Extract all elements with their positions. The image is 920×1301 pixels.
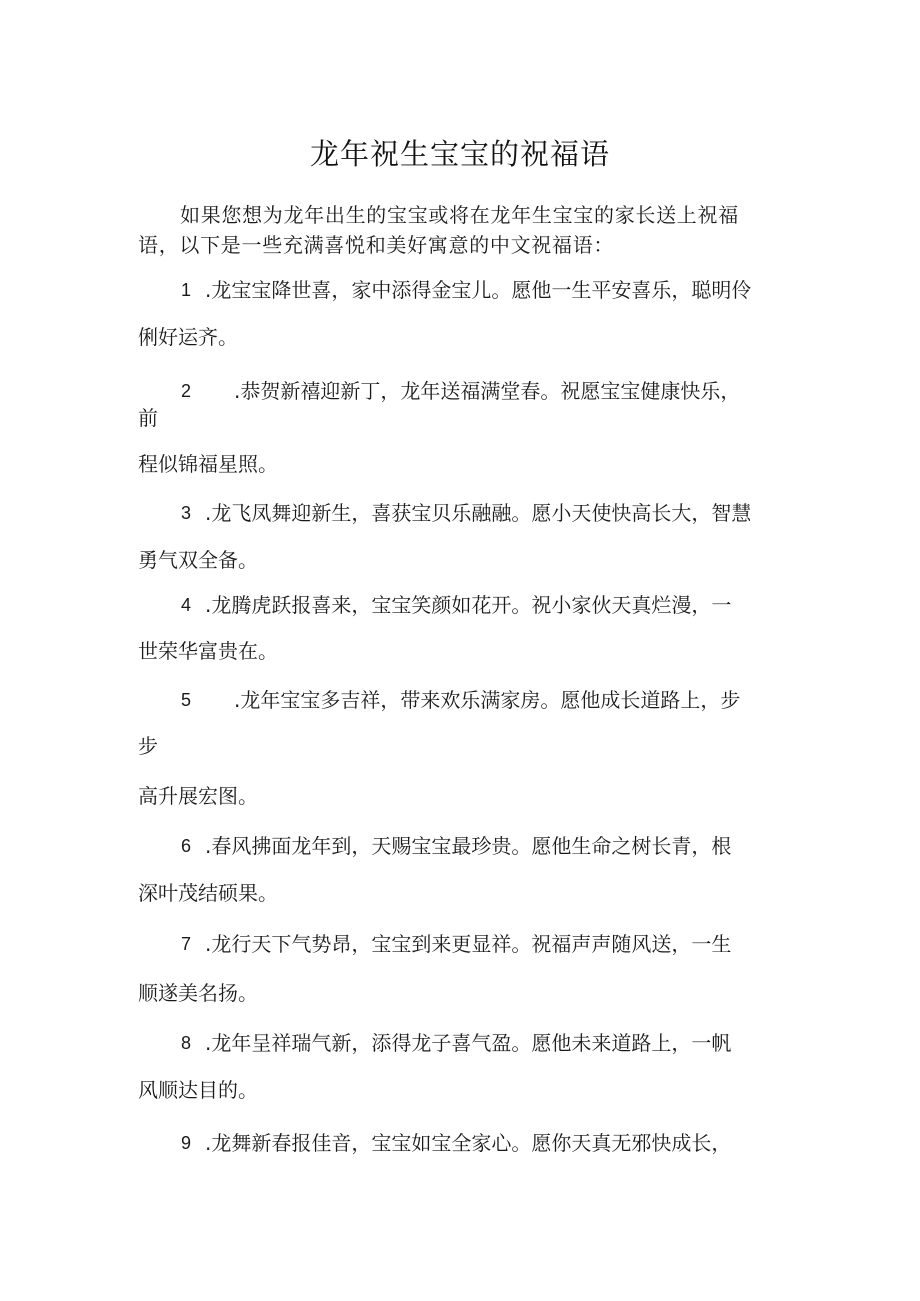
item-continuation: 勇气双全备。	[138, 548, 258, 572]
item-text: .龙舞新春报佳音，宝宝如宝全家心。愿你天真无邪快成长，	[205, 1131, 732, 1155]
item-continuation: 深叶茂结硕果。	[138, 881, 278, 905]
item-continuation: 世荣华富贵在。	[138, 639, 278, 663]
item-number: 1	[181, 280, 192, 300]
item-number: 8	[181, 1033, 192, 1053]
intro-line-2: 语，以下是一些充满喜悦和美好寓意的中文祝福语：	[138, 233, 615, 257]
item-number: 6	[181, 836, 192, 856]
item-continuation: 顺遂美名扬。	[138, 981, 258, 1005]
item-number: 5	[181, 690, 192, 710]
item-continuation: 高升展宏图。	[138, 784, 258, 808]
item-text: .龙飞凤舞迎新生，喜获宝贝乐融融。愿小天使快高长大，智慧	[205, 501, 752, 525]
item-text: .恭贺新禧迎新丁，龙年送福满堂春。祝愿宝宝健康快乐，	[234, 379, 741, 403]
item-text: .龙腾虎跃报喜来，宝宝笑颜如花开。祝小家伙天真烂漫，一	[205, 593, 732, 617]
intro-line-1: 如果您想为龙年出生的宝宝或将在龙年生宝宝的家长送上祝福	[180, 203, 739, 227]
item-number: 7	[181, 934, 192, 954]
item-text: .龙行天下气势昂，宝宝到来更显祥。祝福声声随风送，一生	[205, 932, 732, 956]
item-number: 3	[181, 503, 192, 523]
item-continuation: 前	[138, 406, 158, 430]
item-text: .龙宝宝降世喜，家中添得金宝儿。愿他一生平安喜乐，聪明伶	[205, 278, 752, 302]
item-continuation: 程似锦福星照。	[138, 452, 278, 476]
document-title: 龙年祝生宝宝的祝福语	[309, 137, 610, 171]
item-continuation: 风顺达目的。	[138, 1078, 258, 1102]
item-text: .春风拂面龙年到，天赐宝宝最珍贵。愿他生命之树长青，根	[205, 834, 732, 858]
item-number: 4	[181, 595, 192, 615]
item-continuation: 步	[138, 734, 158, 758]
item-number: 2	[181, 381, 192, 401]
item-number: 9	[181, 1133, 192, 1153]
item-text: .龙年呈祥瑞气新，添得龙子喜气盈。愿他未来道路上，一帆	[205, 1031, 732, 1055]
item-text: .龙年宝宝多吉祥，带来欢乐满家房。愿他成长道路上，步	[234, 688, 741, 712]
item-continuation: 俐好运齐。	[138, 325, 238, 349]
